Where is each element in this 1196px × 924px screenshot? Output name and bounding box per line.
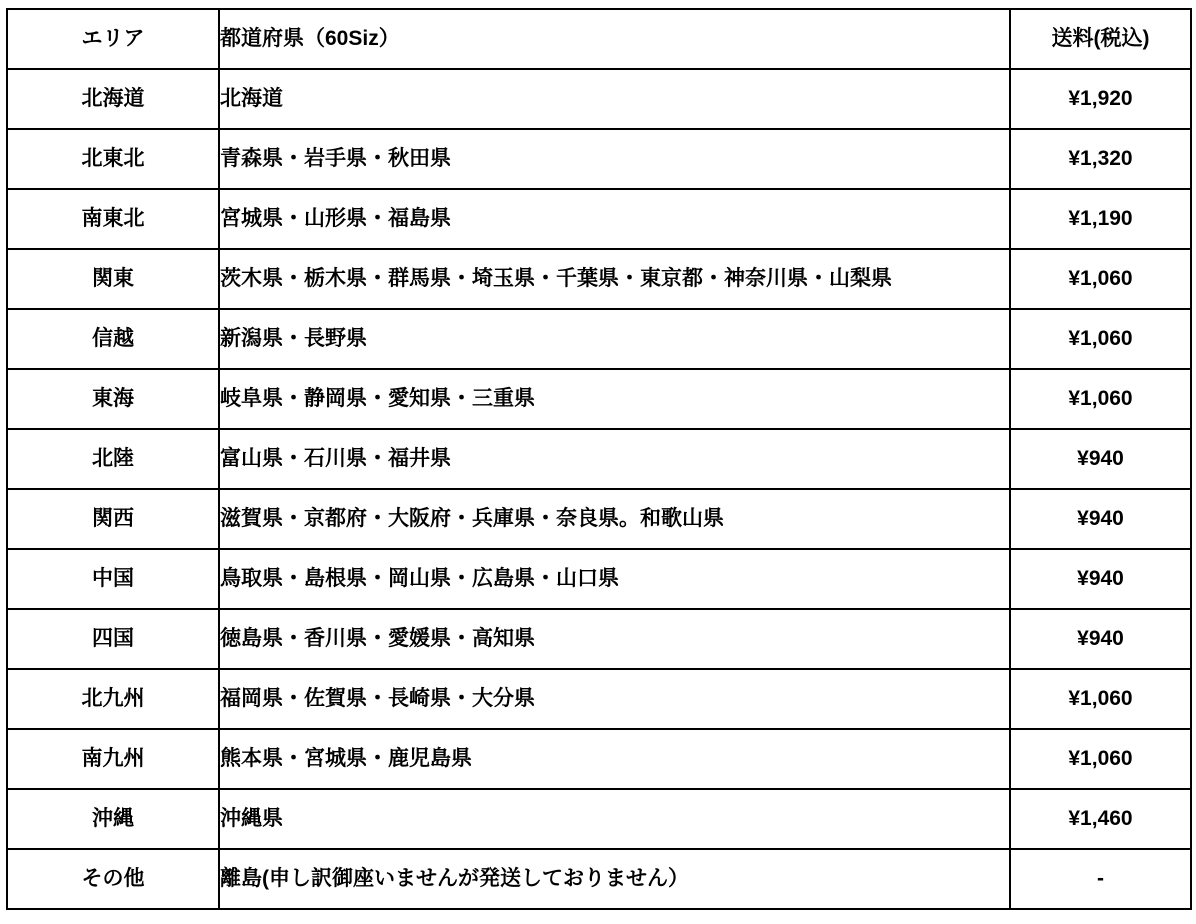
shipping-fee-sheet	[0, 8, 1196, 924]
table-row	[7, 369, 1191, 429]
cell-prefecture: 茨木県・栃木県・群馬県・埼玉県・千葉県・東京都・神奈川県・山梨県	[219, 249, 1010, 309]
cell-area: 四国	[7, 609, 219, 669]
table-row	[7, 429, 1191, 489]
column-header-fee: 送料(税込)	[1010, 9, 1191, 69]
cell-area: 東海	[7, 369, 219, 429]
table-header	[7, 9, 1191, 69]
column-header-area: エリア	[7, 9, 219, 69]
cell-area: 関東	[7, 249, 219, 309]
table-body	[7, 69, 1191, 909]
cell-fee: ¥1,460	[1010, 789, 1191, 849]
table-row	[7, 669, 1191, 729]
cell-area: 北九州	[7, 669, 219, 729]
cell-fee: ¥940	[1010, 609, 1191, 669]
table-row	[7, 129, 1191, 189]
cell-fee: ¥940	[1010, 549, 1191, 609]
column-header-prefecture: 都道府県（60Siz）	[219, 9, 1010, 69]
table-row	[7, 789, 1191, 849]
cell-fee: ¥1,920	[1010, 69, 1191, 129]
shipping-fee-table	[6, 8, 1192, 910]
cell-fee: ¥1,060	[1010, 309, 1191, 369]
cell-prefecture: 沖縄県	[219, 789, 1010, 849]
cell-area: 中国	[7, 549, 219, 609]
table-row	[7, 729, 1191, 789]
table-row	[7, 249, 1191, 309]
cell-area: 北東北	[7, 129, 219, 189]
cell-prefecture: 鳥取県・島根県・岡山県・広島県・山口県	[219, 549, 1010, 609]
table-row	[7, 189, 1191, 249]
table-row	[7, 69, 1191, 129]
cell-area: 北海道	[7, 69, 219, 129]
cell-fee: ¥1,060	[1010, 249, 1191, 309]
cell-prefecture: 離島(申し訳御座いませんが発送しておりません）	[219, 849, 1010, 909]
cell-fee: ¥1,060	[1010, 369, 1191, 429]
cell-fee: ¥1,320	[1010, 129, 1191, 189]
cell-area: 信越	[7, 309, 219, 369]
cell-fee: ¥940	[1010, 429, 1191, 489]
cell-area: 北陸	[7, 429, 219, 489]
table-header-row	[7, 9, 1191, 69]
cell-fee: -	[1010, 849, 1191, 909]
cell-prefecture: 新潟県・長野県	[219, 309, 1010, 369]
cell-prefecture: 福岡県・佐賀県・長崎県・大分県	[219, 669, 1010, 729]
cell-fee: ¥1,060	[1010, 729, 1191, 789]
cell-prefecture: 熊本県・宮城県・鹿児島県	[219, 729, 1010, 789]
cell-area: その他	[7, 849, 219, 909]
table-row	[7, 489, 1191, 549]
cell-fee: ¥1,190	[1010, 189, 1191, 249]
cell-area: 関西	[7, 489, 219, 549]
cell-prefecture: 岐阜県・静岡県・愛知県・三重県	[219, 369, 1010, 429]
table-row	[7, 849, 1191, 909]
cell-prefecture: 青森県・岩手県・秋田県	[219, 129, 1010, 189]
cell-area: 南東北	[7, 189, 219, 249]
cell-prefecture: 滋賀県・京都府・大阪府・兵庫県・奈良県。和歌山県	[219, 489, 1010, 549]
cell-prefecture: 北海道	[219, 69, 1010, 129]
cell-prefecture: 徳島県・香川県・愛媛県・高知県	[219, 609, 1010, 669]
cell-prefecture: 宮城県・山形県・福島県	[219, 189, 1010, 249]
cell-prefecture: 富山県・石川県・福井県	[219, 429, 1010, 489]
table-row	[7, 609, 1191, 669]
table-row	[7, 309, 1191, 369]
table-row	[7, 549, 1191, 609]
cell-area: 南九州	[7, 729, 219, 789]
cell-fee: ¥1,060	[1010, 669, 1191, 729]
cell-fee: ¥940	[1010, 489, 1191, 549]
cell-area: 沖縄	[7, 789, 219, 849]
